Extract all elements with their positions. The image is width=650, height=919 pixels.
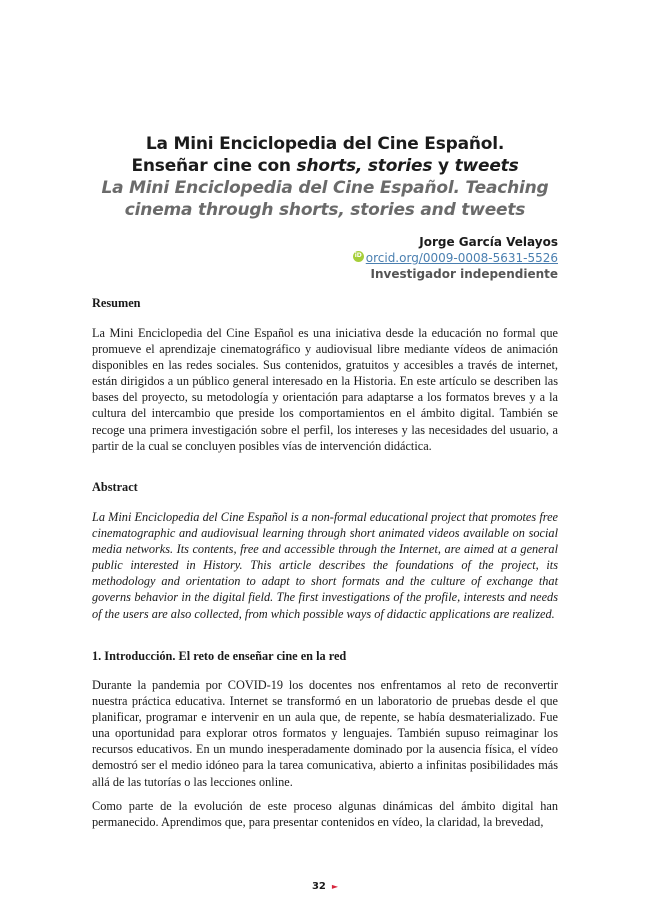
title-english-line2: cinema through shorts, stories and tweets (124, 200, 526, 220)
title-es-and: y (432, 156, 455, 176)
section1-heading-wrap (92, 648, 558, 664)
resumen-body (92, 325, 558, 454)
title-es-shorts-stories: shorts, stories (296, 156, 433, 176)
orcid-link[interactable]: orcid.org/0009-0008-5631-5526 (365, 251, 558, 265)
abstract-body (92, 509, 558, 622)
section1-paragraph-1: Durante la pandemia por COVID-19 los docentes nos enfrentamos al reto de reconvertir nuestra práctica educativa. Internet se transformó en un laboratorio de pruebas desde el que planificar, programar e intervenir en un aula que, de repente, se había desmaterializado. Fue una oportunidad para explorar otros formatos y lenguajes. También supuso reimaginar los recursos educativos. En un mundo inesperadamente dominado por la ausencia física, el vídeo demostró ser el medio idóneo para la tarea comunicativa, abierto a infinitas posibilidades más allá de las tutorías o las lecciones online. (92, 678, 558, 789)
article-title (40, 133, 610, 221)
orcid-icon: iD (353, 251, 364, 262)
title-es-part1: Enseñar cine con (131, 156, 297, 176)
section1-para1-wrap (92, 677, 558, 790)
resumen-heading: Resumen (92, 296, 141, 310)
title-es-tweets: tweets (454, 156, 519, 176)
abstract-heading: Abstract (92, 480, 138, 494)
section1-heading: 1. Introducción. El reto de enseñar cine en la red (92, 649, 347, 663)
orcid-row (353, 250, 558, 266)
section1-paragraph-2: Como parte de la evolución de este proceso algunas dinámicas del ámbito digital han permanecido. Aprendimos que, para presentar contenidos en vídeo, la claridad, la brevedad, (92, 799, 558, 830)
title-spanish-line1: La Mini Enciclopedia del Cine Español. (145, 134, 505, 154)
resumen-text: La Mini Enciclopedia del Cine Español es una iniciativa desde la educación no formal que promueve el aprendizaje cinematográfico y audiovisual libre mediante vídeos de animación disponibles en las redes sociales. Sus contenidos, gratuitos y accesibles a través de internet, están dirigidos a un público general interesado en la Historia. En este artículo se describen las bases del proyecto, su metodología y orientación para adaptarse a los formatos breves y a la cultura del intercambio que preside los comportamientos en el ámbito digital. También se recoge una primera investigación sobre el perfil, los intereses y las necesidades del usuario, a partir de la cual se concluyen posibles vías de intervención didáctica. (92, 326, 558, 453)
abstract-text: La Mini Enciclopedia del Cine Español is a non-formal educational project that promotes free cinematographic and audiovisual learning through short animated videos available on social media networks. Its contents, free and accessible through the Internet, are aimed at a general public interested in History. This article describes the foundations of the project, its methodology and orientation to adapt to short formats and the culture of exchange that governs behavior in the digital field. The first investigations of the profile, interests and needs of the users are also collected, from which possible ways of didactic applications are realized. (92, 510, 558, 621)
author-affiliation: Investigador independiente (370, 267, 558, 281)
resumen-section (92, 295, 558, 311)
abstract-section (92, 479, 558, 495)
section1-para2-wrap (92, 798, 558, 830)
page-arrow-icon: ► (331, 882, 339, 891)
author-block (353, 234, 558, 282)
author-name: Jorge García Velayos (419, 235, 558, 249)
title-spanish-line2 (40, 155, 610, 177)
title-english-line1: La Mini Enciclopedia del Cine Español. Teaching (101, 178, 549, 198)
page-footer (0, 881, 650, 892)
page-number: 32 (311, 881, 326, 892)
